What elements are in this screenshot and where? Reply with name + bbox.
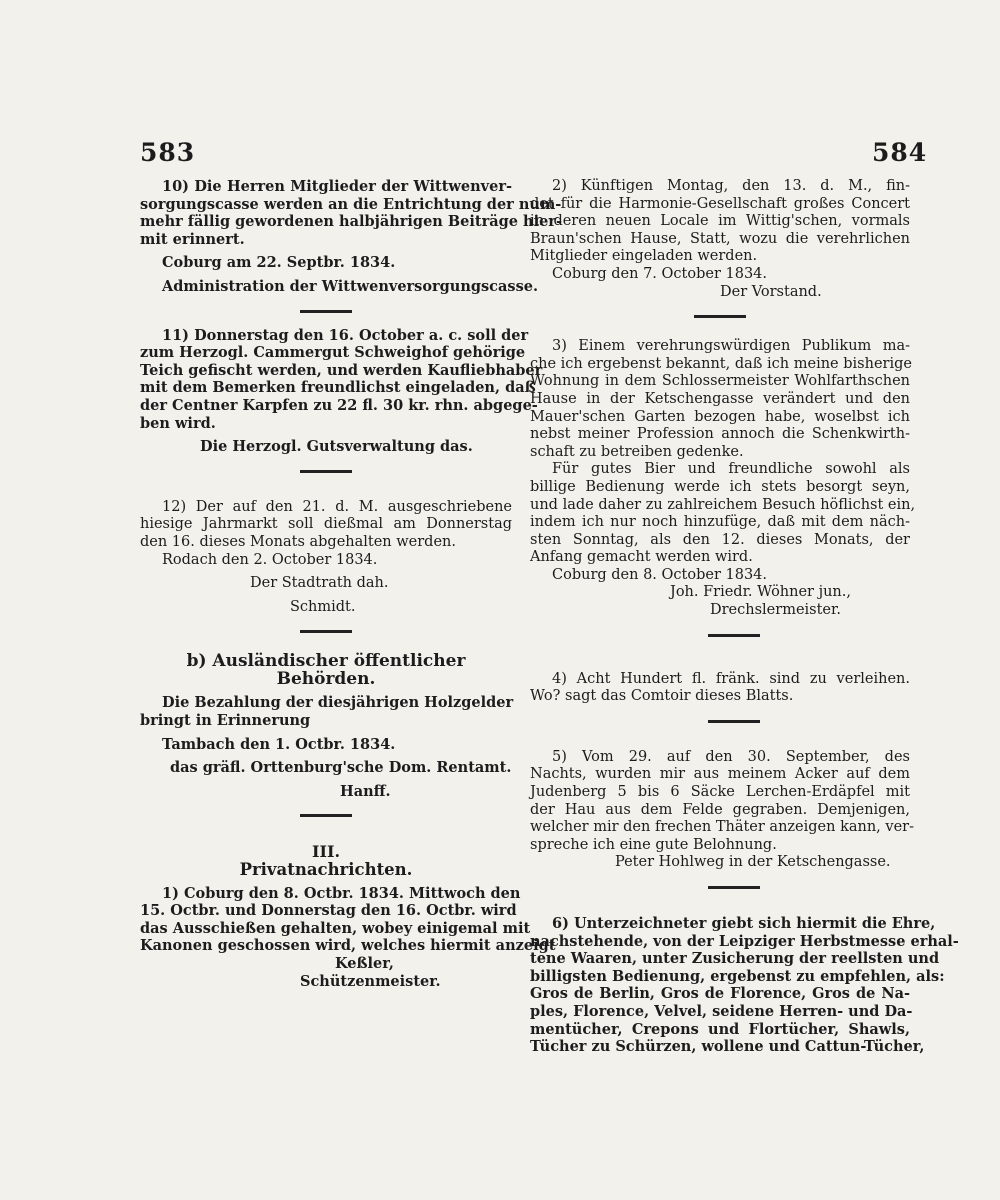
notice-10: 10) Die Herren Mitglieder der Wittwenver- sorgungscasse werden an die Entrichtung der num- mehr fällig gewordenen halbjährigen Beiträge hier- mit erinnert.: [140, 178, 562, 248]
separator: [708, 634, 760, 637]
private-notice-1-signature-1: Keßler,: [335, 955, 394, 972]
private-notice-2-date: Coburg den 7. October 1834.: [552, 265, 768, 282]
private-notice-3-date: Coburg den 8. October 1834.: [552, 566, 768, 583]
right-column: [530, 178, 959, 1056]
separator: [694, 315, 746, 318]
notice-12-date: Rodach den 2. October 1834.: [162, 551, 378, 568]
separator: [300, 470, 352, 473]
notice-10-date: Coburg am 22. Septbr. 1834.: [162, 254, 396, 272]
private-notice-3-signature-1: Joh. Friedr. Wöhner jun.,: [670, 584, 851, 601]
separator: [708, 886, 760, 889]
section-b-heading: b) Ausländischer öffentlicher Behörden.: [186, 651, 466, 689]
notice-b-date: Tambach den 1. Octbr. 1834.: [162, 735, 396, 753]
separator: [300, 630, 352, 633]
private-notice-3-signature-2: Drechslermeister.: [710, 602, 841, 619]
notice-12-signature-2: Schmidt.: [290, 598, 356, 615]
separator: [708, 720, 760, 723]
private-notice-4: 4) Acht Hundert fl. fränk. sind zu verleihen. Wo? sagt das Comtoir dieses Blatts.: [530, 670, 910, 705]
notice-12: 12) Der auf den 21. d. M. ausgeschriebene hiesige Jahrmarkt soll dießmal am Donnerstag den 16. dieses Monats abgehalten werden.: [140, 498, 512, 550]
separator: [300, 310, 352, 313]
page-number-right: 584: [872, 138, 928, 167]
private-notice-2-signature: Der Vorstand.: [720, 283, 822, 300]
section-3-number: III.: [311, 842, 341, 862]
separator: [300, 814, 352, 817]
private-notice-2: 2) Künftigen Montag, den 13. d. M., fin- det für die Harmonie-Gesellschaft großes Concert in deren neuen Locale im Wittig'schen, vormals Braun'schen Hause, Statt, wozu die verehrlichen Mitglieder eingeladen werden.: [530, 178, 910, 265]
notice-10-signature: Administration der Wittwenversorgungscasse.: [162, 277, 539, 295]
notice-11-signature: Die Herzogl. Gutsverwaltung das.: [200, 438, 473, 456]
private-notice-3-continued: Für gutes Bier und freundliche sowohl als billige Bedienung werde ich stets besorgt seyn, und lade daher zu zahlreichem Besuch höflichst ein, indem ich nur noch hinzufüge, daß mit dem näch- sten Sonntag, als den 12. dieses Monats, der Anfang gemacht werden wird.: [530, 461, 916, 566]
section-3-title: Privatnachrichten.: [239, 860, 413, 880]
private-notice-6: 6) Unterzeichneter giebt sich hiermit die Ehre, nachstehende, von der Leipziger Herbstmesse erhal- tene Waaren, unter Zusicherung der reellsten und billigsten Bedienung, ergebenst zu empfehlen, als: Gros de Berlin, Gros de Florence, Gros de Na- ples, Florence, Velvel, seidene Herren- und Da- mentücher, Crepons und Flortücher, Shawls, Tücher zu Schürzen, wollene und Cattun-Tücher,: [530, 915, 959, 1056]
left-column: [140, 178, 562, 990]
notice-b: Die Bezahlung der diesjährigen Holzgelder bringt in Erinnerung: [140, 694, 514, 730]
page-number-left: 583: [140, 138, 196, 167]
private-notice-3: 3) Einem verehrungswürdigen Publikum ma- che ich ergebenst bekannt, daß ich meine bisherige Wohnung in dem Schlossermeister Wohlfarthschen Hause in der Ketschengasse verändert und den Mauer'schen Garten bezogen habe, woselbst ich nebst meiner Profession annoch die Schenkwirth- schaft zu betreiben gedenke.: [530, 338, 912, 460]
notice-b-signature-2: Hanff.: [340, 782, 391, 800]
notice-12-signature-1: Der Stadtrath dah.: [250, 575, 389, 592]
notice-11: 11) Donnerstag den 16. October a. c. soll der zum Herzogl. Cammergut Schweighof gehörige Teich gefischt werden, und werden Kaufliebhaber mit dem Bemerken freundlichst eingeladen, daß der Centner Karpfen zu 22 fl. 30 kr. rhn. abgege- ben wird.: [140, 326, 543, 432]
private-notice-5-signature: Peter Hohlweg in der Ketschengasse.: [615, 854, 891, 871]
notice-b-signature-1: das gräfl. Orttenburg'sche Dom. Rentamt.: [170, 759, 512, 777]
private-notice-5: 5) Vom 29. auf den 30. September, des Nachts, wurden mir aus meinem Acker auf dem Judenberg 5 bis 6 Säcke Lerchen-Erdäpfel mit der Hau aus dem Felde gegraben. Demjenigen, welcher mir den frechen Thäter anzeigen kann, ver- spreche ich eine gute Belohnung.: [530, 748, 915, 853]
private-notice-1: 1) Coburg den 8. Octbr. 1834. Mittwoch den 15. Octbr. und Donnerstag den 16. Octbr. wird das Ausschießen gehalten, wobey einigemal mit Kanonen geschossen wird, welches hiermit anzeigt: [140, 884, 556, 955]
private-notice-1-signature-2: Schützenmeister.: [300, 972, 441, 990]
